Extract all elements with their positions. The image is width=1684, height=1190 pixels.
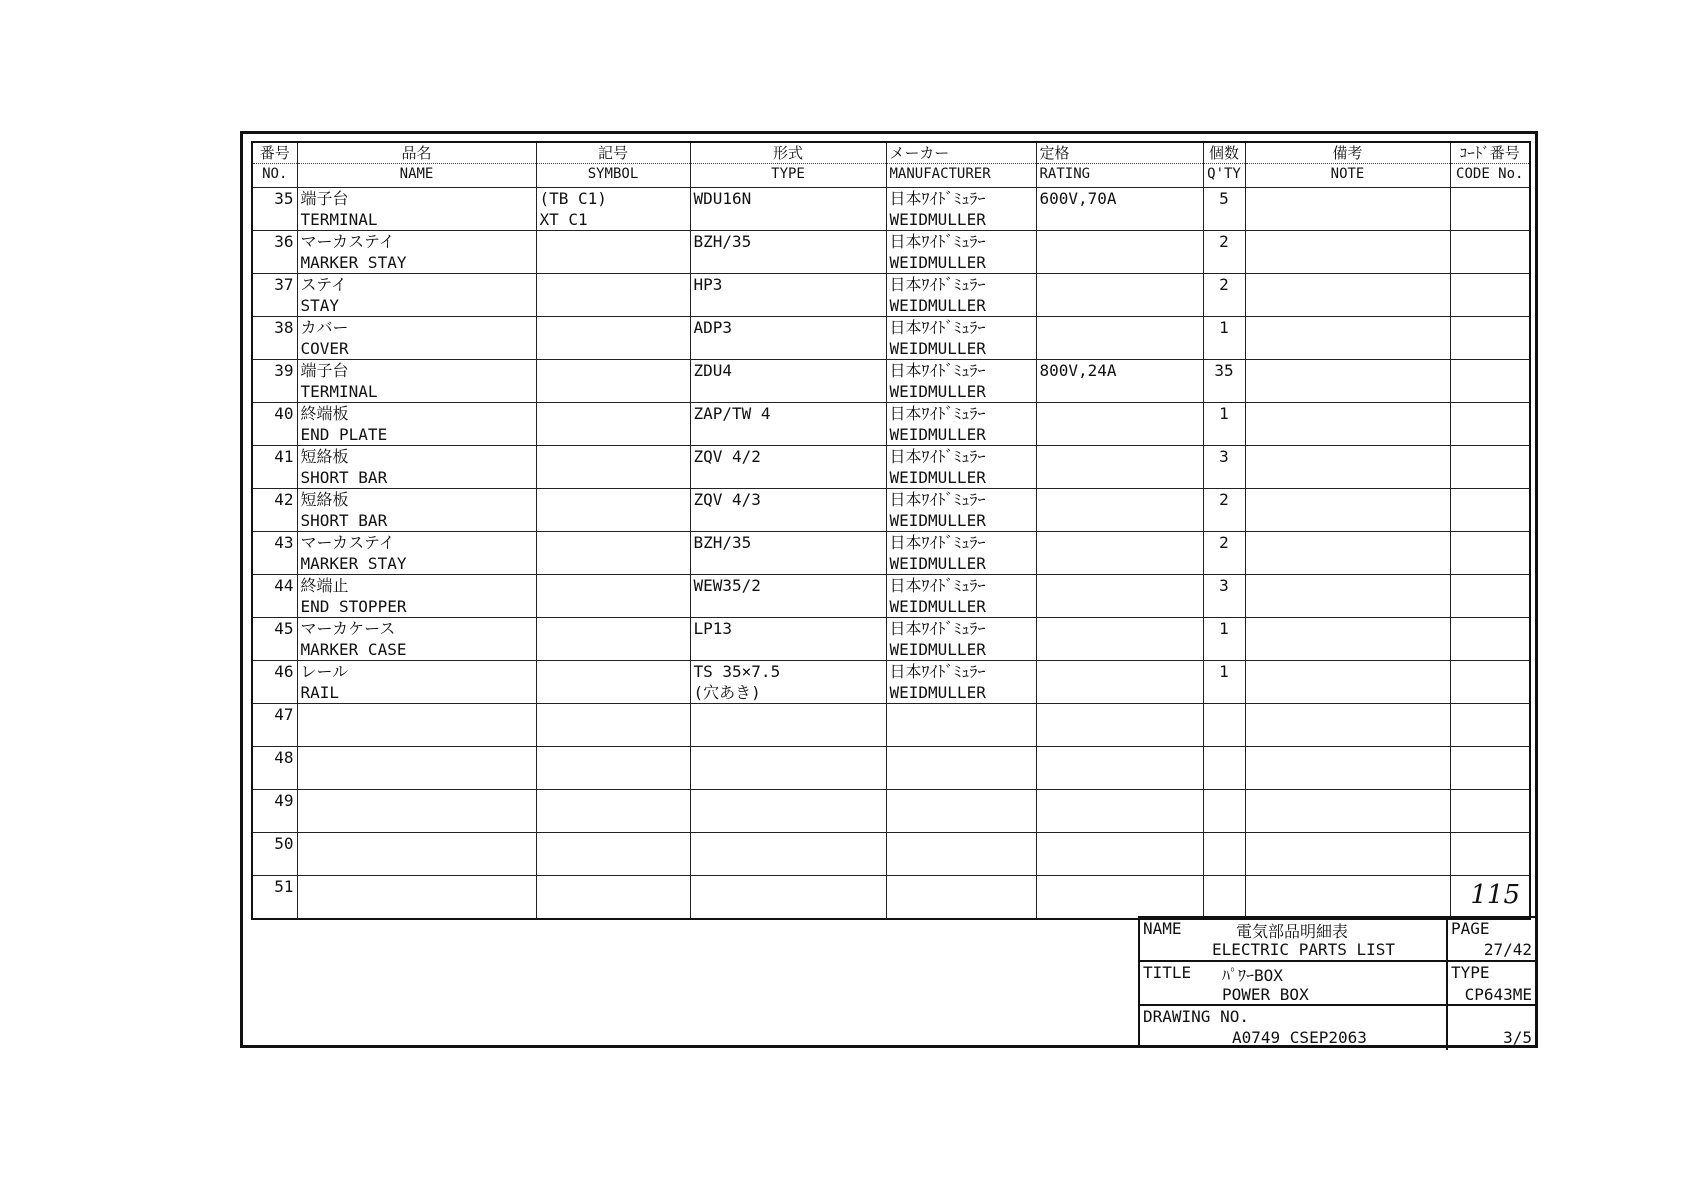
item-rating bbox=[1036, 833, 1203, 876]
item-symbol bbox=[536, 704, 690, 747]
item-manufacturer-en: WEIDMULLER bbox=[889, 468, 986, 487]
item-rating: 600V,70A bbox=[1036, 188, 1203, 231]
item-qty bbox=[1203, 833, 1245, 876]
item-note bbox=[1245, 489, 1450, 532]
table-row bbox=[252, 231, 1530, 274]
item-note bbox=[1245, 747, 1450, 790]
table-row bbox=[252, 532, 1530, 575]
item-type bbox=[690, 231, 886, 274]
item-rating bbox=[1036, 618, 1203, 661]
item-name-ja: 終端止 bbox=[300, 576, 349, 595]
item-name bbox=[297, 661, 536, 704]
item-rating bbox=[1036, 231, 1203, 274]
title-block-drawing-row bbox=[1140, 1006, 1538, 1050]
item-code bbox=[1450, 532, 1530, 575]
item-number: 43 bbox=[252, 532, 297, 575]
item-manufacturer-en: WEIDMULLER bbox=[889, 296, 986, 315]
item-name-ja: マーカケース bbox=[300, 619, 396, 638]
item-symbol bbox=[536, 188, 690, 231]
item-code bbox=[1450, 704, 1530, 747]
item-manufacturer bbox=[886, 661, 1036, 704]
item-name-en: END PLATE bbox=[300, 425, 388, 444]
item-manufacturer-en: WEIDMULLER bbox=[889, 382, 986, 401]
item-note bbox=[1245, 790, 1450, 833]
item-qty: 2 bbox=[1203, 274, 1245, 317]
item-manufacturer bbox=[886, 618, 1036, 661]
item-note bbox=[1245, 532, 1450, 575]
item-type bbox=[690, 704, 886, 747]
item-name-ja: 端子台 bbox=[300, 361, 349, 380]
item-name-en: TERMINAL bbox=[300, 382, 378, 401]
item-type bbox=[690, 446, 886, 489]
table-row bbox=[252, 489, 1530, 532]
item-note bbox=[1245, 188, 1450, 231]
item-code bbox=[1450, 790, 1530, 833]
item-type-line-2: (穴あき) bbox=[693, 683, 761, 702]
drawing-no-label: DRAWING NO. bbox=[1143, 1007, 1249, 1026]
item-code bbox=[1450, 618, 1530, 661]
item-manufacturer-ja: 日本ﾜｲﾄﾞﾐｭﾗｰ bbox=[889, 275, 986, 294]
item-symbol bbox=[536, 403, 690, 446]
table-row bbox=[252, 618, 1530, 661]
col-type-header: 形式 TYPE bbox=[690, 142, 886, 188]
item-rating bbox=[1036, 403, 1203, 446]
item-manufacturer bbox=[886, 317, 1036, 360]
item-symbol bbox=[536, 833, 690, 876]
title-label: TITLE bbox=[1143, 963, 1192, 982]
parts-table bbox=[251, 141, 1531, 920]
item-note bbox=[1245, 231, 1450, 274]
item-symbol bbox=[536, 575, 690, 618]
item-qty bbox=[1203, 704, 1245, 747]
item-symbol bbox=[536, 618, 690, 661]
item-rating bbox=[1036, 661, 1203, 704]
item-type bbox=[690, 876, 886, 919]
item-manufacturer-ja: 日本ﾜｲﾄﾞﾐｭﾗｰ bbox=[889, 361, 986, 380]
name-label: NAME bbox=[1143, 919, 1182, 938]
item-name-ja: カバー bbox=[300, 318, 349, 337]
item-name-ja: ステイ bbox=[300, 275, 348, 294]
item-type-line-1: ZDU4 bbox=[693, 361, 733, 380]
col-qty-header: 個数 Q'TY bbox=[1203, 142, 1245, 188]
item-qty: 2 bbox=[1203, 231, 1245, 274]
item-rating bbox=[1036, 446, 1203, 489]
title-block-name-row bbox=[1140, 918, 1538, 962]
item-qty bbox=[1203, 747, 1245, 790]
item-type bbox=[690, 274, 886, 317]
symbol-line-2: XT C1 bbox=[539, 210, 588, 229]
item-note bbox=[1245, 403, 1450, 446]
item-code bbox=[1450, 575, 1530, 618]
item-name bbox=[297, 833, 536, 876]
item-name-en: TERMINAL bbox=[300, 210, 378, 229]
item-code bbox=[1450, 747, 1530, 790]
item-manufacturer-ja: 日本ﾜｲﾄﾞﾐｭﾗｰ bbox=[889, 619, 986, 638]
item-note bbox=[1245, 274, 1450, 317]
item-name bbox=[297, 532, 536, 575]
item-manufacturer-en: WEIDMULLER bbox=[889, 253, 986, 272]
item-number: 44 bbox=[252, 575, 297, 618]
item-type bbox=[690, 575, 886, 618]
item-qty bbox=[1203, 790, 1245, 833]
document-name-ja: 電気部品明細表 bbox=[1236, 922, 1349, 941]
item-manufacturer-ja: 日本ﾜｲﾄﾞﾐｭﾗｰ bbox=[889, 318, 986, 337]
item-type bbox=[690, 403, 886, 446]
item-name-en: MARKER CASE bbox=[300, 640, 407, 659]
item-name-en: RAIL bbox=[300, 683, 340, 702]
item-number: 39 bbox=[252, 360, 297, 403]
item-manufacturer-ja: 日本ﾜｲﾄﾞﾐｭﾗｰ bbox=[889, 232, 986, 251]
item-type-line-1: ZQV 4/3 bbox=[693, 490, 761, 509]
col-note-header: 備考 NOTE bbox=[1245, 142, 1450, 188]
item-number: 51 bbox=[252, 876, 297, 919]
item-name bbox=[297, 188, 536, 231]
item-code bbox=[1450, 876, 1530, 919]
item-note bbox=[1245, 833, 1450, 876]
item-name bbox=[297, 704, 536, 747]
item-manufacturer bbox=[886, 403, 1036, 446]
table-row bbox=[252, 747, 1530, 790]
item-name-ja: 短絡板 bbox=[300, 447, 349, 466]
item-type-line-1: HP3 bbox=[693, 275, 723, 294]
item-number: 50 bbox=[252, 833, 297, 876]
item-name bbox=[297, 403, 536, 446]
item-name bbox=[297, 317, 536, 360]
item-rating bbox=[1036, 790, 1203, 833]
item-code bbox=[1450, 489, 1530, 532]
item-symbol bbox=[536, 317, 690, 360]
table-row bbox=[252, 790, 1530, 833]
item-number: 38 bbox=[252, 317, 297, 360]
item-number: 49 bbox=[252, 790, 297, 833]
handwritten-mark: 115 bbox=[1470, 880, 1520, 910]
item-type-line-1: WDU16N bbox=[693, 189, 752, 208]
item-type-line-1: LP13 bbox=[693, 619, 733, 638]
item-manufacturer-en: WEIDMULLER bbox=[889, 511, 986, 530]
item-code bbox=[1450, 317, 1530, 360]
item-symbol bbox=[536, 747, 690, 790]
item-number: 35 bbox=[252, 188, 297, 231]
item-number: 42 bbox=[252, 489, 297, 532]
item-manufacturer bbox=[886, 704, 1036, 747]
item-name-ja: 端子台 bbox=[300, 189, 349, 208]
item-manufacturer bbox=[886, 489, 1036, 532]
item-number: 41 bbox=[252, 446, 297, 489]
item-manufacturer bbox=[886, 188, 1036, 231]
item-manufacturer bbox=[886, 532, 1036, 575]
item-type-line-1: TS 35×7.5 bbox=[693, 662, 781, 681]
col-code-header: ｺｰﾄﾞ番号 CODE No. bbox=[1450, 142, 1530, 188]
item-qty: 1 bbox=[1203, 403, 1245, 446]
title-ja: ﾊﾟﾜｰBOX bbox=[1222, 966, 1283, 985]
item-rating bbox=[1036, 704, 1203, 747]
item-manufacturer-en: WEIDMULLER bbox=[889, 597, 986, 616]
table-row bbox=[252, 360, 1530, 403]
drawing-no-value: A0749 CSEP2063 bbox=[1232, 1028, 1367, 1047]
table-row bbox=[252, 575, 1530, 618]
item-code bbox=[1450, 231, 1530, 274]
item-manufacturer bbox=[886, 360, 1036, 403]
item-name-ja: マーカステイ bbox=[300, 533, 395, 552]
header-row bbox=[252, 142, 1530, 188]
item-type bbox=[690, 532, 886, 575]
item-type bbox=[690, 747, 886, 790]
item-symbol bbox=[536, 876, 690, 919]
item-rating bbox=[1036, 575, 1203, 618]
item-symbol bbox=[536, 532, 690, 575]
item-name bbox=[297, 360, 536, 403]
table-row bbox=[252, 446, 1530, 489]
item-note bbox=[1245, 618, 1450, 661]
item-number: 46 bbox=[252, 661, 297, 704]
item-number: 47 bbox=[252, 704, 297, 747]
item-rating bbox=[1036, 317, 1203, 360]
item-rating bbox=[1036, 274, 1203, 317]
item-type bbox=[690, 833, 886, 876]
item-qty: 35 bbox=[1203, 360, 1245, 403]
item-manufacturer-ja: 日本ﾜｲﾄﾞﾐｭﾗｰ bbox=[889, 490, 986, 509]
item-note bbox=[1245, 317, 1450, 360]
item-name bbox=[297, 231, 536, 274]
item-code bbox=[1450, 833, 1530, 876]
item-qty: 5 bbox=[1203, 188, 1245, 231]
item-qty: 3 bbox=[1203, 575, 1245, 618]
item-manufacturer bbox=[886, 747, 1036, 790]
item-manufacturer bbox=[886, 231, 1036, 274]
item-type bbox=[690, 489, 886, 532]
item-rating bbox=[1036, 532, 1203, 575]
item-manufacturer-en: WEIDMULLER bbox=[889, 554, 986, 573]
symbol-line-1: (TB C1) bbox=[539, 189, 607, 208]
item-manufacturer-ja: 日本ﾜｲﾄﾞﾐｭﾗｰ bbox=[889, 576, 986, 595]
item-name-en: COVER bbox=[300, 339, 349, 358]
item-note bbox=[1245, 360, 1450, 403]
table-row bbox=[252, 274, 1530, 317]
item-symbol bbox=[536, 360, 690, 403]
item-type-line-1: ZAP/TW 4 bbox=[693, 404, 771, 423]
item-type-line-1: ADP3 bbox=[693, 318, 733, 337]
item-name bbox=[297, 618, 536, 661]
table-row bbox=[252, 704, 1530, 747]
item-rating: 800V,24A bbox=[1036, 360, 1203, 403]
item-name-en: SHORT BAR bbox=[300, 511, 388, 530]
table-row bbox=[252, 833, 1530, 876]
type-value: CP643ME bbox=[1464, 985, 1532, 1004]
type-label: TYPE bbox=[1451, 963, 1490, 982]
item-type-line-1: BZH/35 bbox=[693, 232, 752, 251]
document-name-en: ELECTRIC PARTS LIST bbox=[1212, 940, 1396, 959]
title-block-title-row bbox=[1140, 962, 1538, 1006]
title-block bbox=[1138, 916, 1538, 1048]
item-type bbox=[690, 317, 886, 360]
item-manufacturer-ja: 日本ﾜｲﾄﾞﾐｭﾗｰ bbox=[889, 662, 986, 681]
title-en: POWER BOX bbox=[1222, 985, 1309, 1004]
item-code bbox=[1450, 274, 1530, 317]
item-manufacturer-ja: 日本ﾜｲﾄﾞﾐｭﾗｰ bbox=[889, 533, 986, 552]
item-manufacturer-en: WEIDMULLER bbox=[889, 339, 986, 358]
item-manufacturer bbox=[886, 833, 1036, 876]
item-manufacturer bbox=[886, 446, 1036, 489]
sheet-number: 3/5 bbox=[1503, 1028, 1532, 1047]
col-name-header: 品名 NAME bbox=[297, 142, 536, 188]
item-type bbox=[690, 661, 886, 704]
item-number: 36 bbox=[252, 231, 297, 274]
item-type bbox=[690, 790, 886, 833]
item-rating bbox=[1036, 876, 1203, 919]
item-manufacturer-ja: 日本ﾜｲﾄﾞﾐｭﾗｰ bbox=[889, 189, 986, 208]
item-manufacturer-en: WEIDMULLER bbox=[889, 425, 986, 444]
item-symbol bbox=[536, 489, 690, 532]
item-qty: 2 bbox=[1203, 532, 1245, 575]
table-row bbox=[252, 188, 1530, 231]
item-type bbox=[690, 188, 886, 231]
item-type bbox=[690, 618, 886, 661]
item-name bbox=[297, 876, 536, 919]
item-number: 37 bbox=[252, 274, 297, 317]
item-qty: 1 bbox=[1203, 317, 1245, 360]
item-note bbox=[1245, 661, 1450, 704]
page-label: PAGE bbox=[1451, 919, 1490, 938]
item-qty: 2 bbox=[1203, 489, 1245, 532]
item-code bbox=[1450, 403, 1530, 446]
item-type-line-1: BZH/35 bbox=[693, 533, 752, 552]
item-manufacturer-en: WEIDMULLER bbox=[889, 210, 986, 229]
item-note bbox=[1245, 704, 1450, 747]
item-manufacturer bbox=[886, 575, 1036, 618]
item-qty: 3 bbox=[1203, 446, 1245, 489]
item-name-ja: レール bbox=[300, 662, 349, 681]
item-qty bbox=[1203, 876, 1245, 919]
item-number: 48 bbox=[252, 747, 297, 790]
item-note bbox=[1245, 575, 1450, 618]
item-qty: 1 bbox=[1203, 618, 1245, 661]
item-name bbox=[297, 747, 536, 790]
table-row bbox=[252, 876, 1530, 919]
item-manufacturer-en: WEIDMULLER bbox=[889, 683, 986, 702]
item-code bbox=[1450, 661, 1530, 704]
item-name bbox=[297, 790, 536, 833]
item-number: 45 bbox=[252, 618, 297, 661]
item-qty: 1 bbox=[1203, 661, 1245, 704]
item-symbol bbox=[536, 790, 690, 833]
item-manufacturer bbox=[886, 274, 1036, 317]
item-code bbox=[1450, 446, 1530, 489]
col-symbol-header: 記号 SYMBOL bbox=[536, 142, 690, 188]
item-name bbox=[297, 274, 536, 317]
item-name-en: END STOPPER bbox=[300, 597, 407, 616]
item-name-en: MARKER STAY bbox=[300, 554, 407, 573]
item-rating bbox=[1036, 489, 1203, 532]
item-symbol bbox=[536, 446, 690, 489]
item-name bbox=[297, 446, 536, 489]
page-value: 27/42 bbox=[1483, 940, 1532, 959]
item-manufacturer bbox=[886, 790, 1036, 833]
item-type-line-1: WEW35/2 bbox=[693, 576, 761, 595]
item-name bbox=[297, 575, 536, 618]
item-code bbox=[1450, 360, 1530, 403]
item-note bbox=[1245, 876, 1450, 919]
item-type bbox=[690, 360, 886, 403]
item-symbol bbox=[536, 661, 690, 704]
item-symbol bbox=[536, 274, 690, 317]
item-name-en: STAY bbox=[300, 296, 340, 315]
item-manufacturer-ja: 日本ﾜｲﾄﾞﾐｭﾗｰ bbox=[889, 404, 986, 423]
item-code bbox=[1450, 188, 1530, 231]
item-number: 40 bbox=[252, 403, 297, 446]
col-no-header: 番号 NO. bbox=[252, 142, 297, 188]
item-name-ja: 短絡板 bbox=[300, 490, 349, 509]
item-manufacturer bbox=[886, 876, 1036, 919]
item-name-en: MARKER STAY bbox=[300, 253, 407, 272]
col-manufacturer-header: メーカー MANUFACTURER bbox=[886, 142, 1036, 188]
item-symbol bbox=[536, 231, 690, 274]
table-row bbox=[252, 403, 1530, 446]
col-rating-header: 定格 RATING bbox=[1036, 142, 1203, 188]
item-rating bbox=[1036, 747, 1203, 790]
item-name bbox=[297, 489, 536, 532]
table-row bbox=[252, 317, 1530, 360]
item-note bbox=[1245, 446, 1450, 489]
item-name-en: SHORT BAR bbox=[300, 468, 388, 487]
item-manufacturer-ja: 日本ﾜｲﾄﾞﾐｭﾗｰ bbox=[889, 447, 986, 466]
item-name-ja: マーカステイ bbox=[300, 232, 395, 251]
item-manufacturer-en: WEIDMULLER bbox=[889, 640, 986, 659]
item-type-line-1: ZQV 4/2 bbox=[693, 447, 761, 466]
item-name-ja: 終端板 bbox=[300, 404, 349, 423]
table-row bbox=[252, 661, 1530, 704]
